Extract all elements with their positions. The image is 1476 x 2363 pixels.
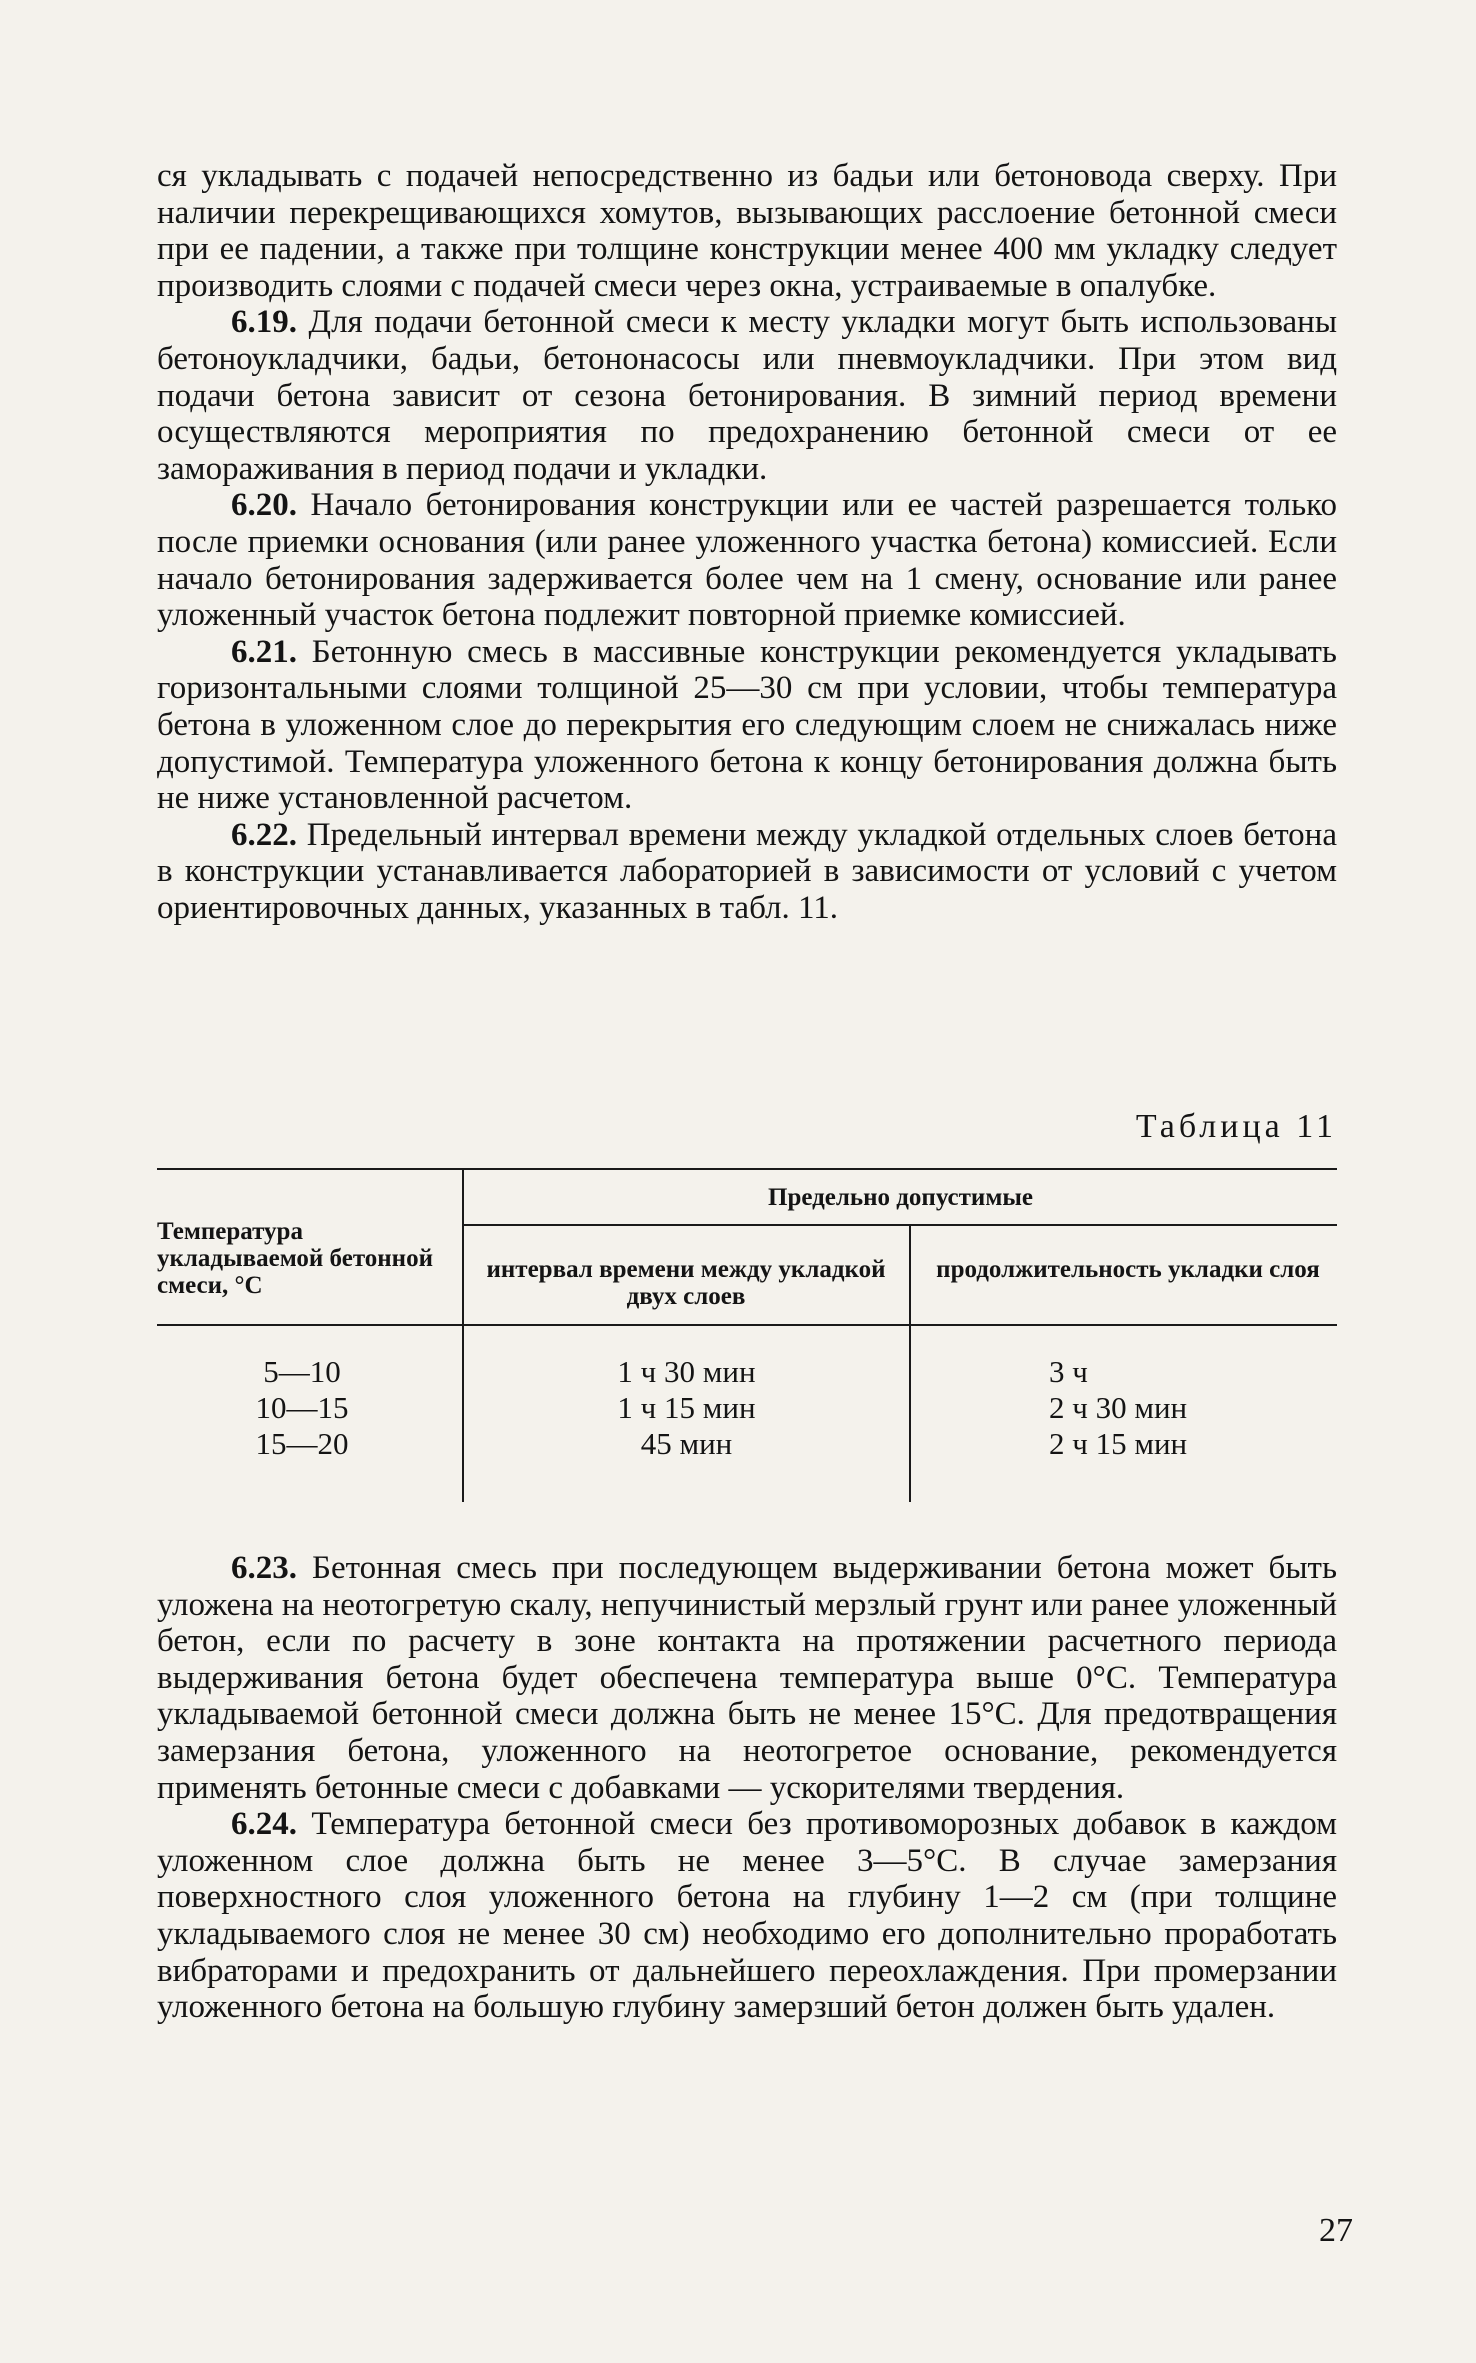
paragraph-6-24 bbox=[157, 1806, 1337, 2026]
table-caption-row bbox=[157, 1108, 1337, 1152]
paragraph-text: Бетонную смесь в массивные конструкции рекомендуется укладывать горизонтальными слоями толщиной 25—30 см при условии, чтобы температура бетона в уложенном слое до перекрытия его следующим слоем не снижалась ниже допустимой. Температура уложенного бетона к концу бетонирования должна быть не ниже установленной расчетом. bbox=[157, 633, 1337, 817]
paragraph-text: Бетонная смесь при последующем выдерживании бетона может быть уложена на неотогретую скалу, непучинистый мерзлый грунт или ранее уложенный бетон, если по расчету в зоне контакта на протяжении расчетного периода выдерживания бетона будет обеспечена температура выше 0°С. Температура укладываемой бетонной смеси должна быть не менее 15°С. Для предотвращения замерзания бетона, уложенного на неотогретое основание, рекомендуется применять бетонные смеси с добавками — ускорителями твердения. bbox=[157, 1550, 1337, 1806]
clause-number: 6.20. bbox=[231, 487, 297, 524]
paragraph-6-23 bbox=[157, 1550, 1337, 1806]
text-block-bottom bbox=[157, 1550, 1337, 2026]
table-caption: Таблица 11 bbox=[1135, 1108, 1337, 1145]
clause-number: 6.24. bbox=[231, 1806, 297, 1843]
paragraph-text: ся укладывать с подачей непосредственно из бадьи или бетоновода сверху. При наличии перекрещивающихся хомутов, вызывающих расслоение бетонной смеси при ее падении, а также при толщине конструкции менее 400 мм укладку следует производить слоями с подачей смеси через окна, устраиваемые в опалубке. bbox=[157, 158, 1337, 304]
col-header-temperature: Температура укладываемой бетонной смеси, °С bbox=[157, 1218, 433, 1299]
table-vline-2-body bbox=[909, 1326, 911, 1502]
table-cell-temp: 5—10 bbox=[263, 1354, 341, 1389]
col-group-header: Предельно допустимые bbox=[768, 1184, 1033, 1211]
page-number: 27 bbox=[1319, 2212, 1353, 2249]
col-header-interval: интервал времени между укладкой двух слоев bbox=[486, 1256, 886, 1310]
table-cell-duration: 3 ч bbox=[1049, 1354, 1088, 1389]
paragraph-6-20 bbox=[157, 487, 1337, 633]
table-vline-2-header bbox=[909, 1224, 911, 1324]
clause-number: 6.19. bbox=[231, 304, 297, 341]
table-cell-interval: 45 мин bbox=[640, 1426, 733, 1461]
table-top-rule bbox=[157, 1168, 1337, 1170]
paragraph-6-22 bbox=[157, 817, 1337, 927]
table-11 bbox=[157, 1168, 1337, 1520]
paragraph-text: Для подачи бетонной смеси к месту укладки могут быть использованы бетоноукладчики, бадьи, бетононасосы или пневмоукладчики. При этом вид подачи бетона зависит от сезона бетонирования. В зимний период времени осуществляются мероприятия по предохранению бетонной смеси от ее замораживания в период подачи и укладки. bbox=[157, 304, 1337, 487]
clause-number: 6.23. bbox=[231, 1550, 297, 1586]
table-cell-interval: 1 ч 15 мин bbox=[617, 1390, 756, 1425]
clause-number: 6.22. bbox=[231, 816, 297, 853]
paragraph-continuation bbox=[157, 158, 1337, 304]
paragraph-6-19 bbox=[157, 304, 1337, 487]
table-cell-duration: 2 ч 15 мин bbox=[1049, 1426, 1188, 1461]
paragraph-text: Температура бетонной смеси без противоморозных добавок в каждом уложенном слое должна быть не менее 3—5°С. В случае замерзания поверхностного слоя уложенного бетона на глубину 1—2 см (при толщине укладываемого слоя не менее 30 см) необходимо его дополнительно проработать вибраторами и предохранить от дальнейшего переохлаждения. При промерзании уложенного бетона на большую глубину замерзший бетон должен быть удален. bbox=[157, 1806, 1337, 2026]
paragraph-6-21 bbox=[157, 634, 1337, 817]
table-cell-duration: 2 ч 30 мин bbox=[1049, 1390, 1188, 1425]
table-group-rule bbox=[464, 1224, 1337, 1226]
text-block-top bbox=[157, 158, 1337, 926]
table-cell-temp: 10—15 bbox=[255, 1390, 349, 1425]
table-header-rule bbox=[157, 1324, 1337, 1326]
clause-number: 6.21. bbox=[231, 633, 297, 670]
col-header-duration: продолжительность укладки слоя bbox=[936, 1256, 1320, 1283]
table-cell-interval: 1 ч 30 мин bbox=[617, 1354, 756, 1389]
table-cell-temp: 15—20 bbox=[255, 1426, 349, 1461]
paragraph-text: Предельный интервал времени между укладкой отдельных слоев бетона в конструкции устанавливается лабораторией в зависимости от условий с учетом ориентировочных данных, указанных в табл. 11. bbox=[157, 816, 1337, 926]
paragraph-text: Начало бетонирования конструкции или ее частей разрешается только после приемки основания (или ранее уложенного участка бетона) комиссией. Если начало бетонирования задерживается более чем на 1 смену, основание или ранее уложенный участок бетона подлежит повторной приемке комиссией. bbox=[157, 487, 1337, 634]
